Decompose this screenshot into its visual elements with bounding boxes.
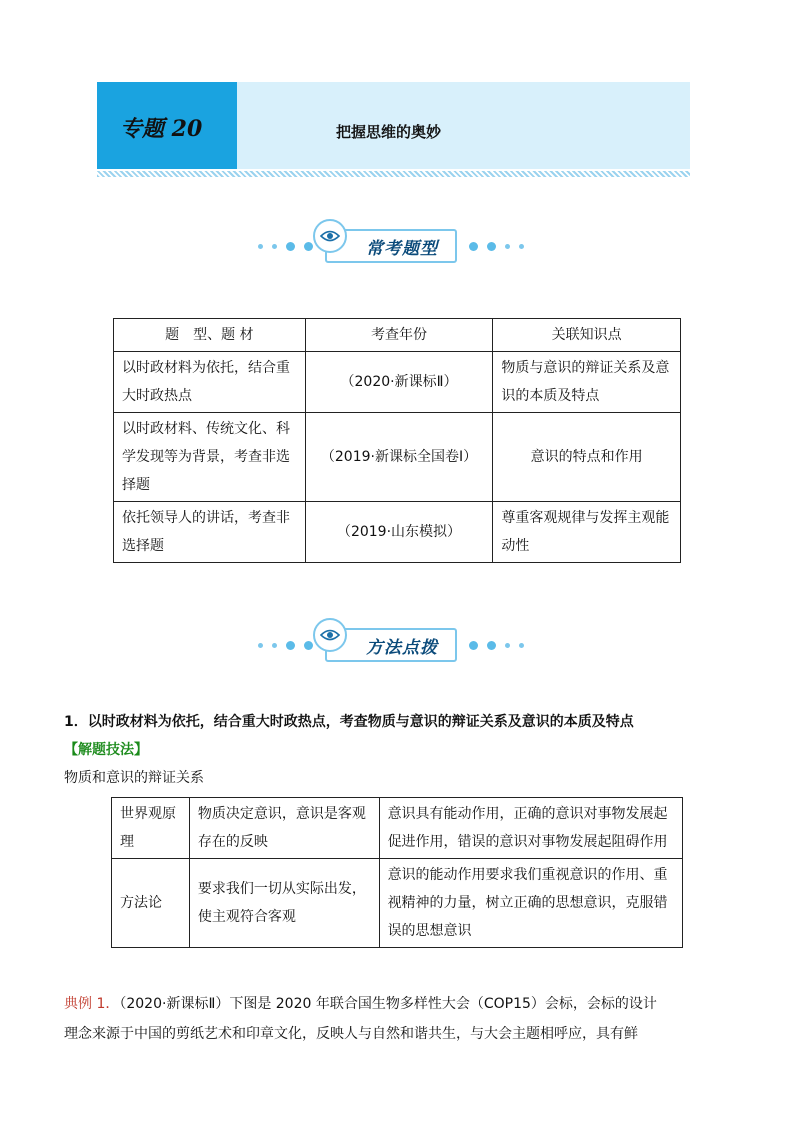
right-dots xyxy=(469,641,524,650)
table-cell: （2019·新课标全国卷Ⅰ） xyxy=(305,413,493,502)
table-cell: 方法论 xyxy=(112,859,190,948)
example-line: 理念来源于中国的剪纸艺术和印章文化，反映人与自然和谐共生，与大会主题相呼应，具有鲜 xyxy=(64,1026,638,1042)
table-header: 考查年份 xyxy=(305,319,493,352)
section-label-common-types xyxy=(258,228,524,264)
table-cell: 意识的特点和作用 xyxy=(493,413,681,502)
section-label-box xyxy=(325,628,457,662)
eye-icon xyxy=(313,618,347,652)
eye-icon xyxy=(313,219,347,253)
question-types-table xyxy=(113,318,681,563)
page-title: 把握思维的奥妙 xyxy=(336,123,442,141)
table-subtitle: 物质和意识的辩证关系 xyxy=(64,770,204,786)
section-title: 方法点拨 xyxy=(366,637,438,658)
topic-number: 专题 20 xyxy=(120,116,203,142)
table-cell: （2019·山东模拟） xyxy=(305,502,493,563)
left-dots xyxy=(258,242,313,251)
section-label-box xyxy=(325,229,457,263)
table-row xyxy=(114,352,681,413)
table-cell: 以时政材料、传统文化、科学发现等为背景，考查非选择题 xyxy=(114,413,306,502)
left-dots xyxy=(258,641,313,650)
table-cell: 意识的能动作用要求我们重视意识的作用、重视精神的力量，树立正确的思想意识，克服错误的思想意识 xyxy=(379,859,682,948)
table-cell: （2020·新课标Ⅱ） xyxy=(305,352,493,413)
example-label: 典例 1． xyxy=(64,996,120,1012)
tip-label: 【解题技法】 xyxy=(64,742,148,758)
table-header: 关联知识点 xyxy=(493,319,681,352)
table-row xyxy=(114,413,681,502)
table-row xyxy=(114,502,681,563)
section-label-methods xyxy=(258,627,524,663)
table-row xyxy=(112,859,683,948)
table-cell: 以时政材料为依托，结合重大时政热点 xyxy=(114,352,306,413)
table-cell: 依托领导人的讲话，考查非选择题 xyxy=(114,502,306,563)
title-band xyxy=(237,82,690,169)
table-header: 题 型、题 材 xyxy=(114,319,306,352)
table-cell: 尊重客观规律与发挥主观能动性 xyxy=(493,502,681,563)
table-cell: 意识具有能动作用，正确的意识对事物发展起促进作用，错误的意识对事物发展起阻碍作用 xyxy=(379,798,682,859)
right-dots xyxy=(469,242,524,251)
table-cell: 物质决定意识，意识是客观存在的反映 xyxy=(189,798,379,859)
header-divider xyxy=(97,171,690,177)
point-heading: 1．以时政材料为依托，结合重大时政热点，考查物质与意识的辩证关系及意识的本质及特点 xyxy=(64,714,634,730)
table-cell: 世界观原理 xyxy=(112,798,190,859)
example-text: （2020·新课标Ⅱ）下图是 2020 年联合国生物多样性大会（COP15）会标，会标的设计 xyxy=(119,996,657,1012)
table-row xyxy=(112,798,683,859)
table-cell: 物质与意识的辩证关系及意识的本质及特点 xyxy=(493,352,681,413)
section-title: 常考题型 xyxy=(366,238,438,259)
example-line xyxy=(64,993,657,1013)
matter-consciousness-table xyxy=(111,797,683,948)
table-cell: 要求我们一切从实际出发，使主观符合客观 xyxy=(189,859,379,948)
table-header-row xyxy=(114,319,681,352)
